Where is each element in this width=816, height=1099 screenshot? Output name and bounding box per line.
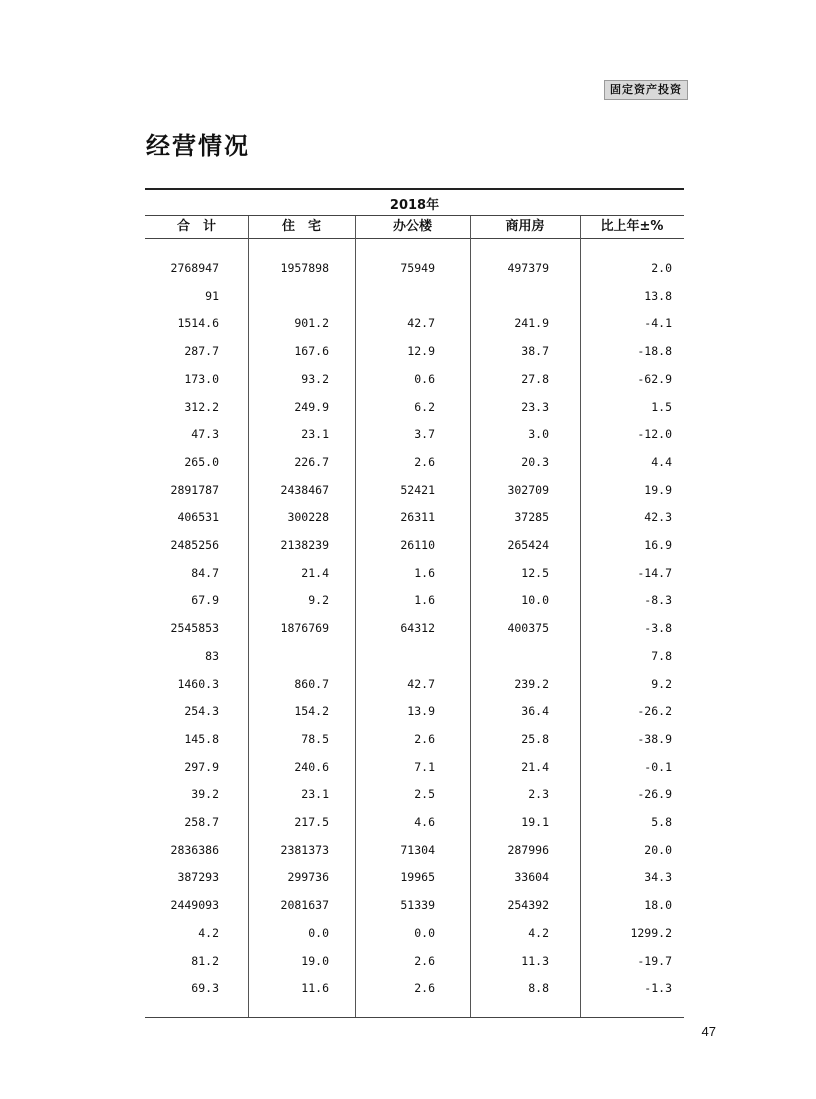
table-row [145, 923, 684, 943]
table-cell: 2545853 [170, 621, 219, 636]
table-cell: 4.4 [651, 454, 672, 469]
table-row [145, 674, 684, 694]
table-row [145, 951, 684, 971]
table-cell: 26311 [400, 510, 435, 525]
table-cell: 23.3 [521, 399, 549, 414]
table-cell: 1.6 [414, 565, 435, 580]
table-cell: 254392 [507, 898, 549, 913]
table-cell: 36.4 [521, 704, 549, 719]
table-cell: 9.2 [651, 676, 672, 691]
table-row [145, 867, 684, 887]
table-cell: 2.6 [414, 731, 435, 746]
table-cell: 2449093 [170, 898, 219, 913]
table-cell: 6.2 [414, 399, 435, 414]
table-cell: -19.7 [637, 953, 672, 968]
table-cell: 860.7 [294, 676, 329, 691]
table-cell: 11.6 [301, 981, 329, 996]
table-cell: 249.9 [294, 399, 329, 414]
table-cell: 42.7 [407, 316, 435, 331]
table-cell: -8.3 [644, 593, 672, 608]
table-cell: -18.8 [637, 344, 672, 359]
page-title: 经营情况 [146, 132, 250, 160]
table-row [145, 424, 684, 444]
table-cell [471, 286, 549, 306]
table-cell: 1876769 [280, 621, 329, 636]
table-cell: 93.2 [301, 371, 329, 386]
table-cell: 2.3 [528, 787, 549, 802]
table-cell: 297.9 [184, 759, 219, 774]
table-cell: -26.2 [637, 704, 672, 719]
table-cell [355, 286, 435, 306]
table-cell: -14.7 [637, 565, 672, 580]
table-cell: 26110 [400, 538, 435, 552]
table-cell: 52421 [400, 482, 435, 497]
table-cell: 1.6 [414, 593, 435, 608]
table-cell: 258.7 [184, 815, 219, 829]
table-cell: 23.1 [301, 427, 329, 442]
table-cell: 37285 [514, 510, 549, 525]
table-row [145, 590, 684, 610]
table-cell: 69.3 [191, 981, 219, 996]
table-cell: 2836386 [170, 842, 219, 857]
table-row [145, 784, 684, 804]
table-cell: -26.9 [637, 787, 672, 802]
table-cell: 1.5 [651, 399, 672, 414]
table-cell: 20.0 [644, 842, 672, 857]
table-row [145, 729, 684, 749]
table-cell: 0.0 [414, 925, 435, 940]
table-cell: 1460.3 [177, 676, 219, 691]
table-cell: 3.7 [414, 427, 435, 442]
table-cell: 75949 [400, 261, 435, 275]
table-cell: 2.0 [651, 261, 672, 275]
table-cell: 299736 [287, 870, 329, 885]
table-row [145, 840, 684, 860]
table-cell: 287996 [507, 842, 549, 857]
column-header-office: 办公楼 [392, 219, 432, 234]
table-cell: 2.5 [414, 787, 435, 802]
table-cell: -4.1 [644, 316, 672, 331]
table-row [145, 286, 684, 306]
table-cell: 18.0 [644, 898, 672, 913]
header-rule [145, 238, 684, 239]
table-row [145, 258, 684, 278]
table-row [145, 480, 684, 500]
table-cell: -3.8 [644, 621, 672, 636]
table-cell: 19.1 [521, 815, 549, 829]
table-cell: -62.9 [637, 371, 672, 386]
table-cell: 1299.2 [630, 925, 672, 940]
table-cell: 9.2 [308, 593, 329, 608]
table-cell: 78.5 [301, 731, 329, 746]
table-cell: 0.0 [308, 925, 329, 940]
table-cell: 497379 [507, 261, 549, 275]
table-cell: 4.2 [528, 925, 549, 940]
table-cell: 265424 [507, 538, 549, 552]
table-row [145, 701, 684, 721]
year-label: 2018年 [389, 198, 440, 213]
table-cell: 265.0 [184, 454, 219, 469]
table-cell: 27.8 [521, 371, 549, 386]
table-cell: 5.8 [651, 815, 672, 829]
table-cell: 2081637 [280, 898, 329, 913]
table-cell: 8.8 [528, 981, 549, 996]
table-row [145, 978, 684, 998]
table-cell: 239.2 [514, 676, 549, 691]
table-cell: 2485256 [170, 538, 219, 552]
table-row [145, 812, 684, 832]
table-cell: 19.9 [644, 482, 672, 497]
table-cell: 84.7 [191, 565, 219, 580]
table-row [145, 369, 684, 389]
table-row [145, 563, 684, 583]
table-cell: 23.1 [301, 787, 329, 802]
table-cell [249, 286, 329, 306]
table-cell: 81.2 [191, 953, 219, 968]
table-cell: 7.8 [651, 648, 672, 663]
table-cell: 71304 [400, 842, 435, 857]
table-cell: 12.5 [521, 565, 549, 580]
table-cell: 901.2 [294, 316, 329, 331]
table-cell: 20.3 [521, 454, 549, 469]
table-cell: 19.0 [301, 953, 329, 968]
table-cell: 240.6 [294, 759, 329, 774]
table-row [145, 341, 684, 361]
table-row [145, 618, 684, 638]
table-cell: 226.7 [294, 454, 329, 469]
table-cell: 13.9 [407, 704, 435, 719]
table-cell: 47.3 [191, 427, 219, 442]
table-cell: -38.9 [637, 731, 672, 746]
table-cell: 400375 [507, 621, 549, 636]
table-cell: 64312 [400, 621, 435, 636]
table-row [145, 895, 684, 915]
table-cell: 145.8 [184, 731, 219, 746]
table-row [145, 452, 684, 472]
table-cell: 91 [205, 288, 219, 303]
table-cell: 42.3 [644, 510, 672, 525]
table-cell: 2138239 [280, 538, 329, 552]
table-cell: 217.5 [294, 815, 329, 829]
table-cell: 4.6 [414, 815, 435, 829]
table-cell: 38.7 [521, 344, 549, 359]
table-cell: 21.4 [301, 565, 329, 580]
table-cell: 387293 [177, 870, 219, 885]
page-number: 47 [701, 1024, 716, 1039]
table-cell: 154.2 [294, 704, 329, 719]
table-cell: 25.8 [521, 731, 549, 746]
table-cell: 167.6 [294, 344, 329, 359]
table-row [145, 535, 684, 555]
table-cell: 2891787 [170, 482, 219, 497]
table-cell: 241.9 [514, 316, 549, 331]
column-header-commercial: 商用房 [505, 219, 545, 234]
table-cell: 3.0 [528, 427, 549, 442]
table-cell: 2.6 [414, 981, 435, 996]
table-cell [355, 646, 435, 666]
table-cell [249, 646, 329, 666]
table-cell: 2.6 [414, 454, 435, 469]
table-row [145, 397, 684, 417]
table-cell: 10.0 [521, 593, 549, 608]
table-cell: 33604 [514, 870, 549, 885]
table-row [145, 313, 684, 333]
column-header-residential: 住 宅 [281, 219, 321, 234]
section-tag: 固定资产投资 [604, 80, 688, 100]
table-cell: 4.2 [198, 925, 219, 940]
table-cell: -0.1 [644, 759, 672, 774]
table-row [145, 646, 684, 666]
table-cell: 7.1 [414, 759, 435, 774]
table-top-rule [145, 188, 684, 190]
table-cell: -12.0 [637, 427, 672, 442]
table-cell: 2768947 [170, 261, 219, 275]
table-cell: 287.7 [184, 344, 219, 359]
table-cell: 13.8 [644, 288, 672, 303]
table-cell: 312.2 [184, 399, 219, 414]
table-cell: 51339 [400, 898, 435, 913]
table-cell: 11.3 [521, 953, 549, 968]
table-row [145, 757, 684, 777]
table-cell: 2.6 [414, 953, 435, 968]
table-cell: 1514.6 [177, 316, 219, 331]
table-cell: 16.9 [644, 538, 672, 552]
table-cell: 21.4 [521, 759, 549, 774]
table-cell: 0.6 [414, 371, 435, 386]
table-cell: -1.3 [644, 981, 672, 996]
column-header-total: 合 计 [176, 219, 216, 234]
column-header-change-pct: 比上年±% [600, 219, 664, 234]
table-cell: 19965 [400, 870, 435, 885]
table-cell: 2381373 [280, 842, 329, 857]
table-cell: 2438467 [280, 482, 329, 497]
table-cell: 300228 [287, 510, 329, 525]
table-bottom-rule [145, 1017, 684, 1018]
table-cell: 42.7 [407, 676, 435, 691]
table-cell: 83 [205, 648, 219, 663]
table-cell: 67.9 [191, 593, 219, 608]
table-cell: 406531 [177, 510, 219, 525]
table-cell: 39.2 [191, 787, 219, 802]
table-cell: 1957898 [280, 261, 329, 275]
table-cell: 12.9 [407, 344, 435, 359]
table-cell [471, 646, 549, 666]
table-cell: 34.3 [644, 870, 672, 885]
table-cell: 254.3 [184, 704, 219, 719]
table-row [145, 507, 684, 527]
table-cell: 302709 [507, 482, 549, 497]
table-cell: 173.0 [184, 371, 219, 386]
